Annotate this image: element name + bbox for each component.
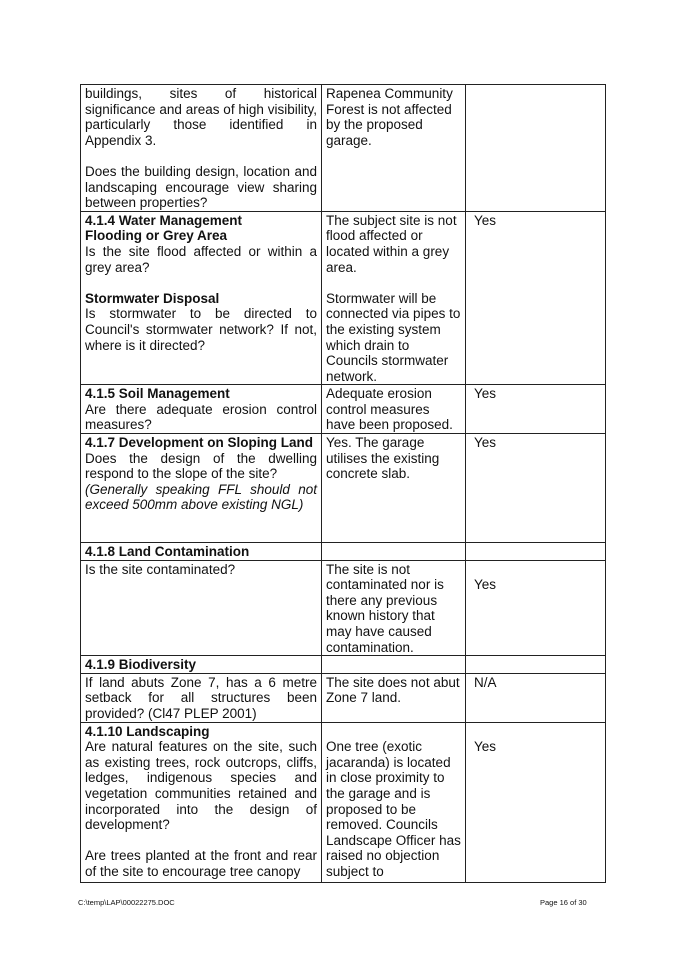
table-row	[81, 543, 606, 561]
sub-heading: Stormwater Disposal	[85, 290, 220, 306]
criteria-text: buildings, sites of historical significance and areas of high visibility, particularly those identified in Appendix 3.	[85, 86, 317, 148]
table-row	[81, 434, 606, 543]
compliance-cell	[466, 85, 606, 212]
section-heading: 4.1.10 Landscaping	[85, 723, 210, 739]
criteria-cell	[81, 434, 322, 543]
footer-page-number: Page 16 of 30	[540, 898, 587, 907]
criteria-text: Does the building design, location and landscaping encourage view sharing between properties?	[85, 163, 317, 211]
comment-cell	[322, 656, 466, 674]
criteria-text: If land abuts Zone 7, has a 6 metre setback for all structures been provided? (Cl47 PLEP 2001)	[85, 674, 317, 721]
table-row	[81, 560, 606, 656]
criteria-cell	[81, 211, 322, 385]
compliance-cell: Yes	[466, 211, 606, 385]
criteria-cell	[81, 543, 322, 561]
table-row	[81, 722, 606, 882]
table-row	[81, 385, 606, 434]
comment-text: Yes. The garage utilises the existing concrete slab.	[326, 435, 440, 482]
section-heading: 4.1.5 Soil Management	[85, 386, 230, 402]
comment-cell	[322, 211, 466, 385]
compliance-cell: Yes	[466, 434, 606, 543]
criteria-text: Is the site flood affected or within a grey area?	[85, 243, 317, 275]
criteria-cell	[81, 656, 322, 674]
comment-cell	[322, 385, 466, 434]
sub-heading: Flooding or Grey Area	[85, 228, 228, 244]
criteria-cell	[81, 560, 322, 656]
compliance-cell	[466, 543, 606, 561]
compliance-value: Yes	[474, 739, 497, 755]
section-heading: 4.1.4 Water Management	[85, 212, 243, 228]
compliance-cell: Yes	[466, 385, 606, 434]
compliance-cell	[466, 656, 606, 674]
compliance-cell	[466, 722, 606, 882]
criteria-cell	[81, 722, 322, 882]
compliance-cell: N/A	[466, 673, 606, 722]
criteria-text: Are there adequate erosion control measures?	[85, 401, 317, 433]
criteria-note: (Generally speaking FFL should not exceed 500mm above existing NGL)	[85, 481, 317, 513]
table-row	[81, 673, 606, 722]
criteria-text: Are trees planted at the front and rear of the site to encourage tree canopy	[85, 848, 317, 879]
section-heading: 4.1.9 Biodiversity	[85, 657, 197, 673]
criteria-cell	[81, 385, 322, 434]
criteria-text: Are natural features on the site, such as existing trees, rock outcrops, cliffs, ledges, indigenous species and vegetation communities retained and incorporated into the design of development?	[85, 739, 317, 833]
comment-cell	[322, 85, 466, 212]
criteria-cell	[81, 673, 322, 722]
table-row	[81, 656, 606, 674]
criteria-text: Does the design of the dwelling respond to the slope of the site?	[85, 450, 317, 482]
criteria-text: Is stormwater to be directed to Council's stormwater network? If not, where is it directed?	[85, 306, 317, 353]
comment-text: Adequate erosion control measures have been proposed.	[326, 386, 453, 433]
section-heading: 4.1.8 Land Contamination	[85, 544, 250, 560]
comment-text: The site does not abut Zone 7 land.	[326, 674, 460, 706]
table-row	[81, 85, 606, 212]
criteria-text: Is the site contaminated?	[85, 561, 236, 577]
section-heading: 4.1.7 Development on Sloping Land	[85, 435, 314, 451]
assessment-table	[80, 84, 606, 883]
comment-cell	[322, 560, 466, 656]
comment-text: Rapenea Community Forest is not affected by the proposed garage.	[326, 86, 453, 148]
criteria-cell	[81, 85, 322, 212]
comment-text: Stormwater will be connected via pipes to the existing system which drain to Councils stormwater network.	[326, 290, 461, 384]
table-row	[81, 211, 606, 385]
comment-text: The site is not contaminated nor is there any previous known history that may have caused contamination.	[326, 561, 444, 655]
comment-text: One tree (exotic jacaranda) is located in close proximity to the garage and is proposed to be removed. Councils Landscape Officer has raised no objection subject to	[326, 739, 461, 879]
comment-cell	[322, 543, 466, 561]
compliance-cell	[466, 560, 606, 656]
comment-text: The subject site is not flood affected or located within a grey area.	[326, 212, 457, 275]
compliance-value: Yes	[474, 576, 497, 592]
comment-cell	[322, 673, 466, 722]
comment-cell	[322, 722, 466, 882]
comment-cell	[322, 434, 466, 543]
footer-file-path: C:\temp\LAP\00022275.DOC	[78, 898, 175, 907]
